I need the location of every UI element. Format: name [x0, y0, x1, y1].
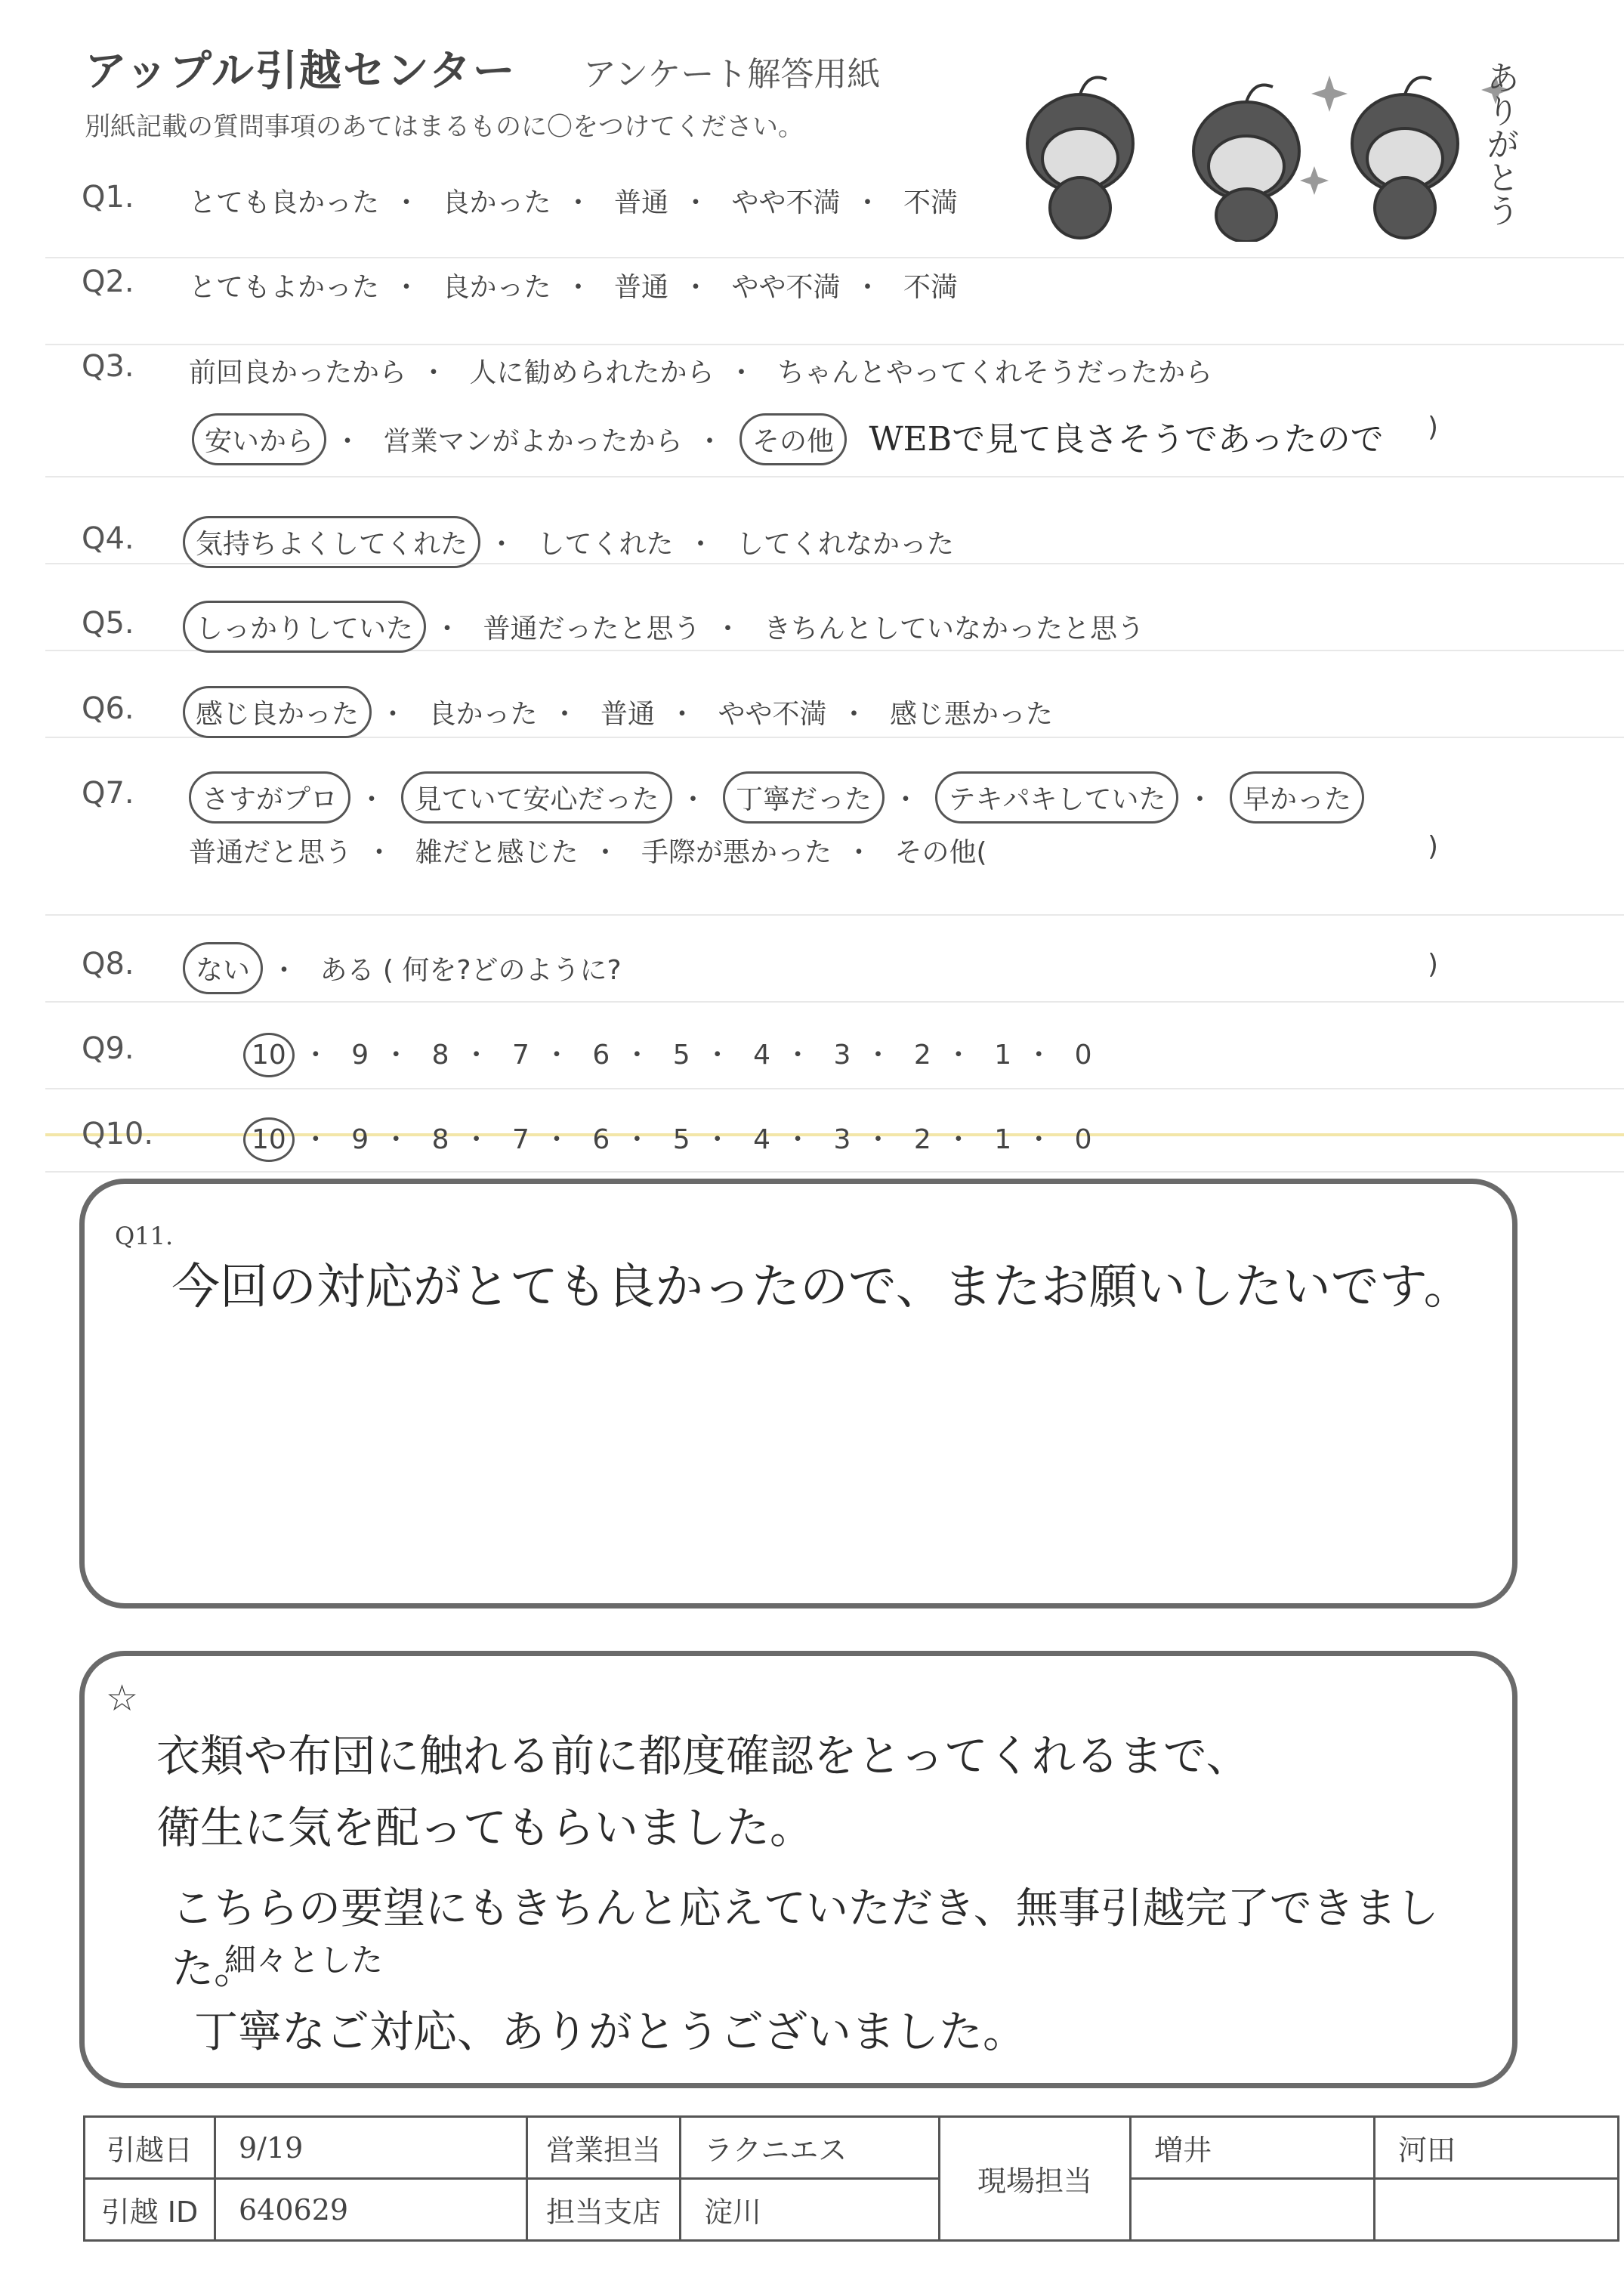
option[interactable]: 感じ悪かった	[889, 699, 1053, 730]
question-label: Q9.	[82, 1031, 134, 1066]
option[interactable]: やや不満	[718, 699, 827, 730]
score-option[interactable]: 8	[431, 1124, 449, 1155]
score-option[interactable]: 4	[753, 1124, 771, 1155]
option-circled[interactable]: さすがプロ	[189, 771, 350, 824]
q1-options: とても良かった ・ 良かった ・ 普通 ・ やや不満 ・ 不満	[189, 181, 958, 220]
score-option[interactable]: 3	[833, 1124, 851, 1155]
option[interactable]: 良かった	[442, 187, 551, 218]
option[interactable]: してくれなかった	[736, 529, 954, 560]
option-circled[interactable]: その他	[739, 413, 847, 465]
score-option[interactable]: 9	[351, 1040, 369, 1071]
question-label: Q1.	[82, 180, 134, 215]
option-circled[interactable]: 見ていて安心だった	[401, 771, 672, 824]
score-option[interactable]: 0	[1074, 1124, 1092, 1155]
close-paren: )	[1428, 412, 1439, 443]
option[interactable]: 手際が悪かった	[641, 837, 832, 868]
monkey-icon	[1193, 85, 1299, 243]
brand-title: アップル引越センター	[85, 47, 517, 96]
thanks-text: ありがとう	[1480, 60, 1519, 227]
option[interactable]: してくれた	[537, 529, 674, 560]
comment-line: 衛生に気を配ってもらいました。	[156, 1802, 814, 1853]
move-id-value[interactable]: 640629	[215, 2179, 527, 2241]
score-option[interactable]: 2	[913, 1124, 931, 1155]
option[interactable]: 普通	[613, 187, 668, 218]
option[interactable]: 不満	[903, 187, 958, 218]
sales-label: 営業担当	[527, 2117, 681, 2179]
q3-options-line1: 前回良かったから ・ 人に勧められたから ・ ちゃんとやってくれそうだったから	[189, 351, 1212, 390]
q9-scale: 10 ・ 9 ・ 8 ・ 7 ・ 6 ・ 5 ・ 4 ・ 3 ・ 2 ・ 1 ・ 0	[249, 1034, 1092, 1072]
question-label: Q6.	[82, 691, 134, 726]
option[interactable]: 普通	[613, 272, 668, 303]
sales-value[interactable]: ラクニエス	[681, 2117, 940, 2179]
score-option[interactable]: 1	[994, 1124, 1012, 1155]
score-option[interactable]: 6	[592, 1040, 610, 1071]
option-circled[interactable]: 早かった	[1230, 771, 1364, 824]
option[interactable]: 人に勧められたから	[469, 357, 715, 388]
question-label: Q5.	[82, 606, 134, 641]
score-option-circled[interactable]: 10	[243, 1033, 295, 1077]
score-option[interactable]: 7	[512, 1040, 529, 1071]
option[interactable]: ある ( 何を?どのように?	[320, 955, 622, 986]
option[interactable]: 普通だったと思う	[483, 613, 701, 644]
q4-options: 気持ちよくしてくれた ・ してくれた ・ してくれなかった	[189, 523, 954, 561]
score-option-circled[interactable]: 10	[243, 1117, 295, 1162]
q10-scale: 10 ・ 9 ・ 8 ・ 7 ・ 6 ・ 5 ・ 4 ・ 3 ・ 2 ・ 1 ・ 0	[249, 1118, 1092, 1157]
option[interactable]: ちゃんとやってくれそうだったから	[776, 357, 1212, 388]
branch-value[interactable]: 淀川	[681, 2179, 940, 2241]
score-option[interactable]: 1	[994, 1040, 1012, 1071]
question-label: Q3.	[82, 349, 134, 384]
option[interactable]: 普通	[600, 699, 655, 730]
option-circled[interactable]: 安いから	[192, 413, 326, 465]
option[interactable]: やや不満	[731, 187, 841, 218]
instruction-text: 別紙記載の質問事項のあてはまるものに〇をつけてください。	[85, 112, 804, 142]
comment-line: こちらの要望にもきちんと応えていただき、無事引越完了できました。	[171, 1884, 1439, 1994]
comment-box[interactable]	[79, 1651, 1517, 2088]
option[interactable]: 不満	[903, 272, 958, 303]
question-label: Q7.	[82, 776, 134, 811]
monkey-icon	[1027, 78, 1133, 239]
q7-options-line2: 普通だと思う ・ 雑だと感じた ・ 手際が悪かった ・ その他(	[189, 831, 987, 870]
option-circled[interactable]: テキパキしていた	[935, 771, 1178, 824]
score-option[interactable]: 7	[512, 1124, 529, 1155]
form-subtitle: アンケート解答用紙	[583, 55, 881, 94]
question-label: Q2.	[82, 264, 134, 299]
q7-options-line1: さすがプロ ・ 見ていて安心だった ・ 丁寧だった ・ テキパキしていた ・ 早かった	[195, 778, 1358, 817]
score-option[interactable]: 8	[431, 1040, 449, 1071]
score-option[interactable]: 9	[351, 1124, 369, 1155]
option[interactable]: 良かった	[428, 699, 538, 730]
score-option[interactable]: 4	[753, 1040, 771, 1071]
option-circled[interactable]: 丁寧だった	[723, 771, 885, 824]
site-staff-1[interactable]: 増井	[1131, 2117, 1375, 2179]
star-icon: ☆	[106, 1677, 139, 1720]
close-paren: )	[1428, 949, 1439, 980]
score-option[interactable]: 2	[913, 1040, 931, 1071]
move-id-label: 引越 ID	[85, 2179, 215, 2241]
staff-info-table	[83, 2115, 1619, 2242]
score-option[interactable]: 5	[672, 1124, 690, 1155]
option[interactable]: 営業マンがよかったから	[383, 426, 683, 457]
site-staff-empty-1[interactable]	[1131, 2179, 1375, 2241]
comment-insert-note: 細々とした	[224, 1942, 384, 1979]
move-date-value[interactable]: 9/19	[215, 2117, 527, 2179]
q2-options: とてもよかった ・ 良かった ・ 普通 ・ やや不満 ・ 不満	[189, 266, 958, 304]
option[interactable]: とても良かった	[189, 187, 380, 218]
q11-label: Q11.	[115, 1222, 174, 1250]
option[interactable]: 良かった	[442, 272, 551, 303]
score-option[interactable]: 6	[592, 1124, 610, 1155]
site-staff-empty-2[interactable]	[1375, 2179, 1619, 2241]
q11-handwritten-answer: 今回の対応がとても良かったので、またお願いしたいです。	[171, 1259, 1472, 1315]
close-paren: )	[1428, 831, 1439, 862]
option-circled[interactable]: 気持ちよくしてくれた	[183, 516, 480, 568]
question-label: Q8.	[82, 947, 134, 981]
score-option[interactable]: 0	[1074, 1040, 1092, 1071]
score-option[interactable]: 3	[833, 1040, 851, 1071]
option[interactable]: その他(	[894, 837, 987, 868]
option[interactable]: やや不満	[731, 272, 841, 303]
option[interactable]: 雑だと感じた	[415, 837, 579, 868]
option[interactable]: きちんとしていなかったと思う	[763, 613, 1144, 644]
question-label: Q4.	[82, 521, 134, 556]
q5-options: しっかりしていた ・ 普通だったと思う ・ きちんとしていなかったと思う	[189, 607, 1144, 646]
option-circled[interactable]: ない	[183, 942, 263, 994]
site-staff-2[interactable]: 河田	[1375, 2117, 1619, 2179]
q11-answer-box[interactable]	[79, 1179, 1517, 1608]
score-option[interactable]: 5	[672, 1040, 690, 1071]
q8-options: ない ・ ある ( 何を?どのように?	[189, 949, 622, 987]
option-circled[interactable]: しっかりしていた	[183, 601, 426, 653]
option[interactable]: とてもよかった	[189, 272, 380, 303]
monkey-mascots-illustration	[997, 45, 1526, 242]
other-handwritten: WEBで見て良さそうであったので	[869, 420, 1384, 459]
question-label: Q10.	[82, 1117, 154, 1151]
option[interactable]: 前回良かったから	[189, 357, 407, 388]
monkey-icon	[1352, 78, 1458, 239]
comment-line: 丁寧なご対応、ありがとうございました。	[194, 2006, 1027, 2057]
site-staff-label: 現場担当	[940, 2117, 1131, 2241]
move-date-label: 引越日	[85, 2117, 215, 2179]
option-circled[interactable]: 感じ良かった	[183, 686, 372, 738]
comment-line: 衣類や布団に触れる前に都度確認をとってくれるまで、	[156, 1730, 1250, 1782]
q6-options: 感じ良かった ・ 良かった ・ 普通 ・ やや不満 ・ 感じ悪かった	[189, 693, 1053, 731]
option[interactable]: 普通だと思う	[189, 837, 353, 868]
q3-options-line2: 安いから ・ 営業マンがよかったから ・ その他 WEBで見て良さそうであったので	[198, 412, 1384, 460]
branch-label: 担当支店	[527, 2179, 681, 2241]
